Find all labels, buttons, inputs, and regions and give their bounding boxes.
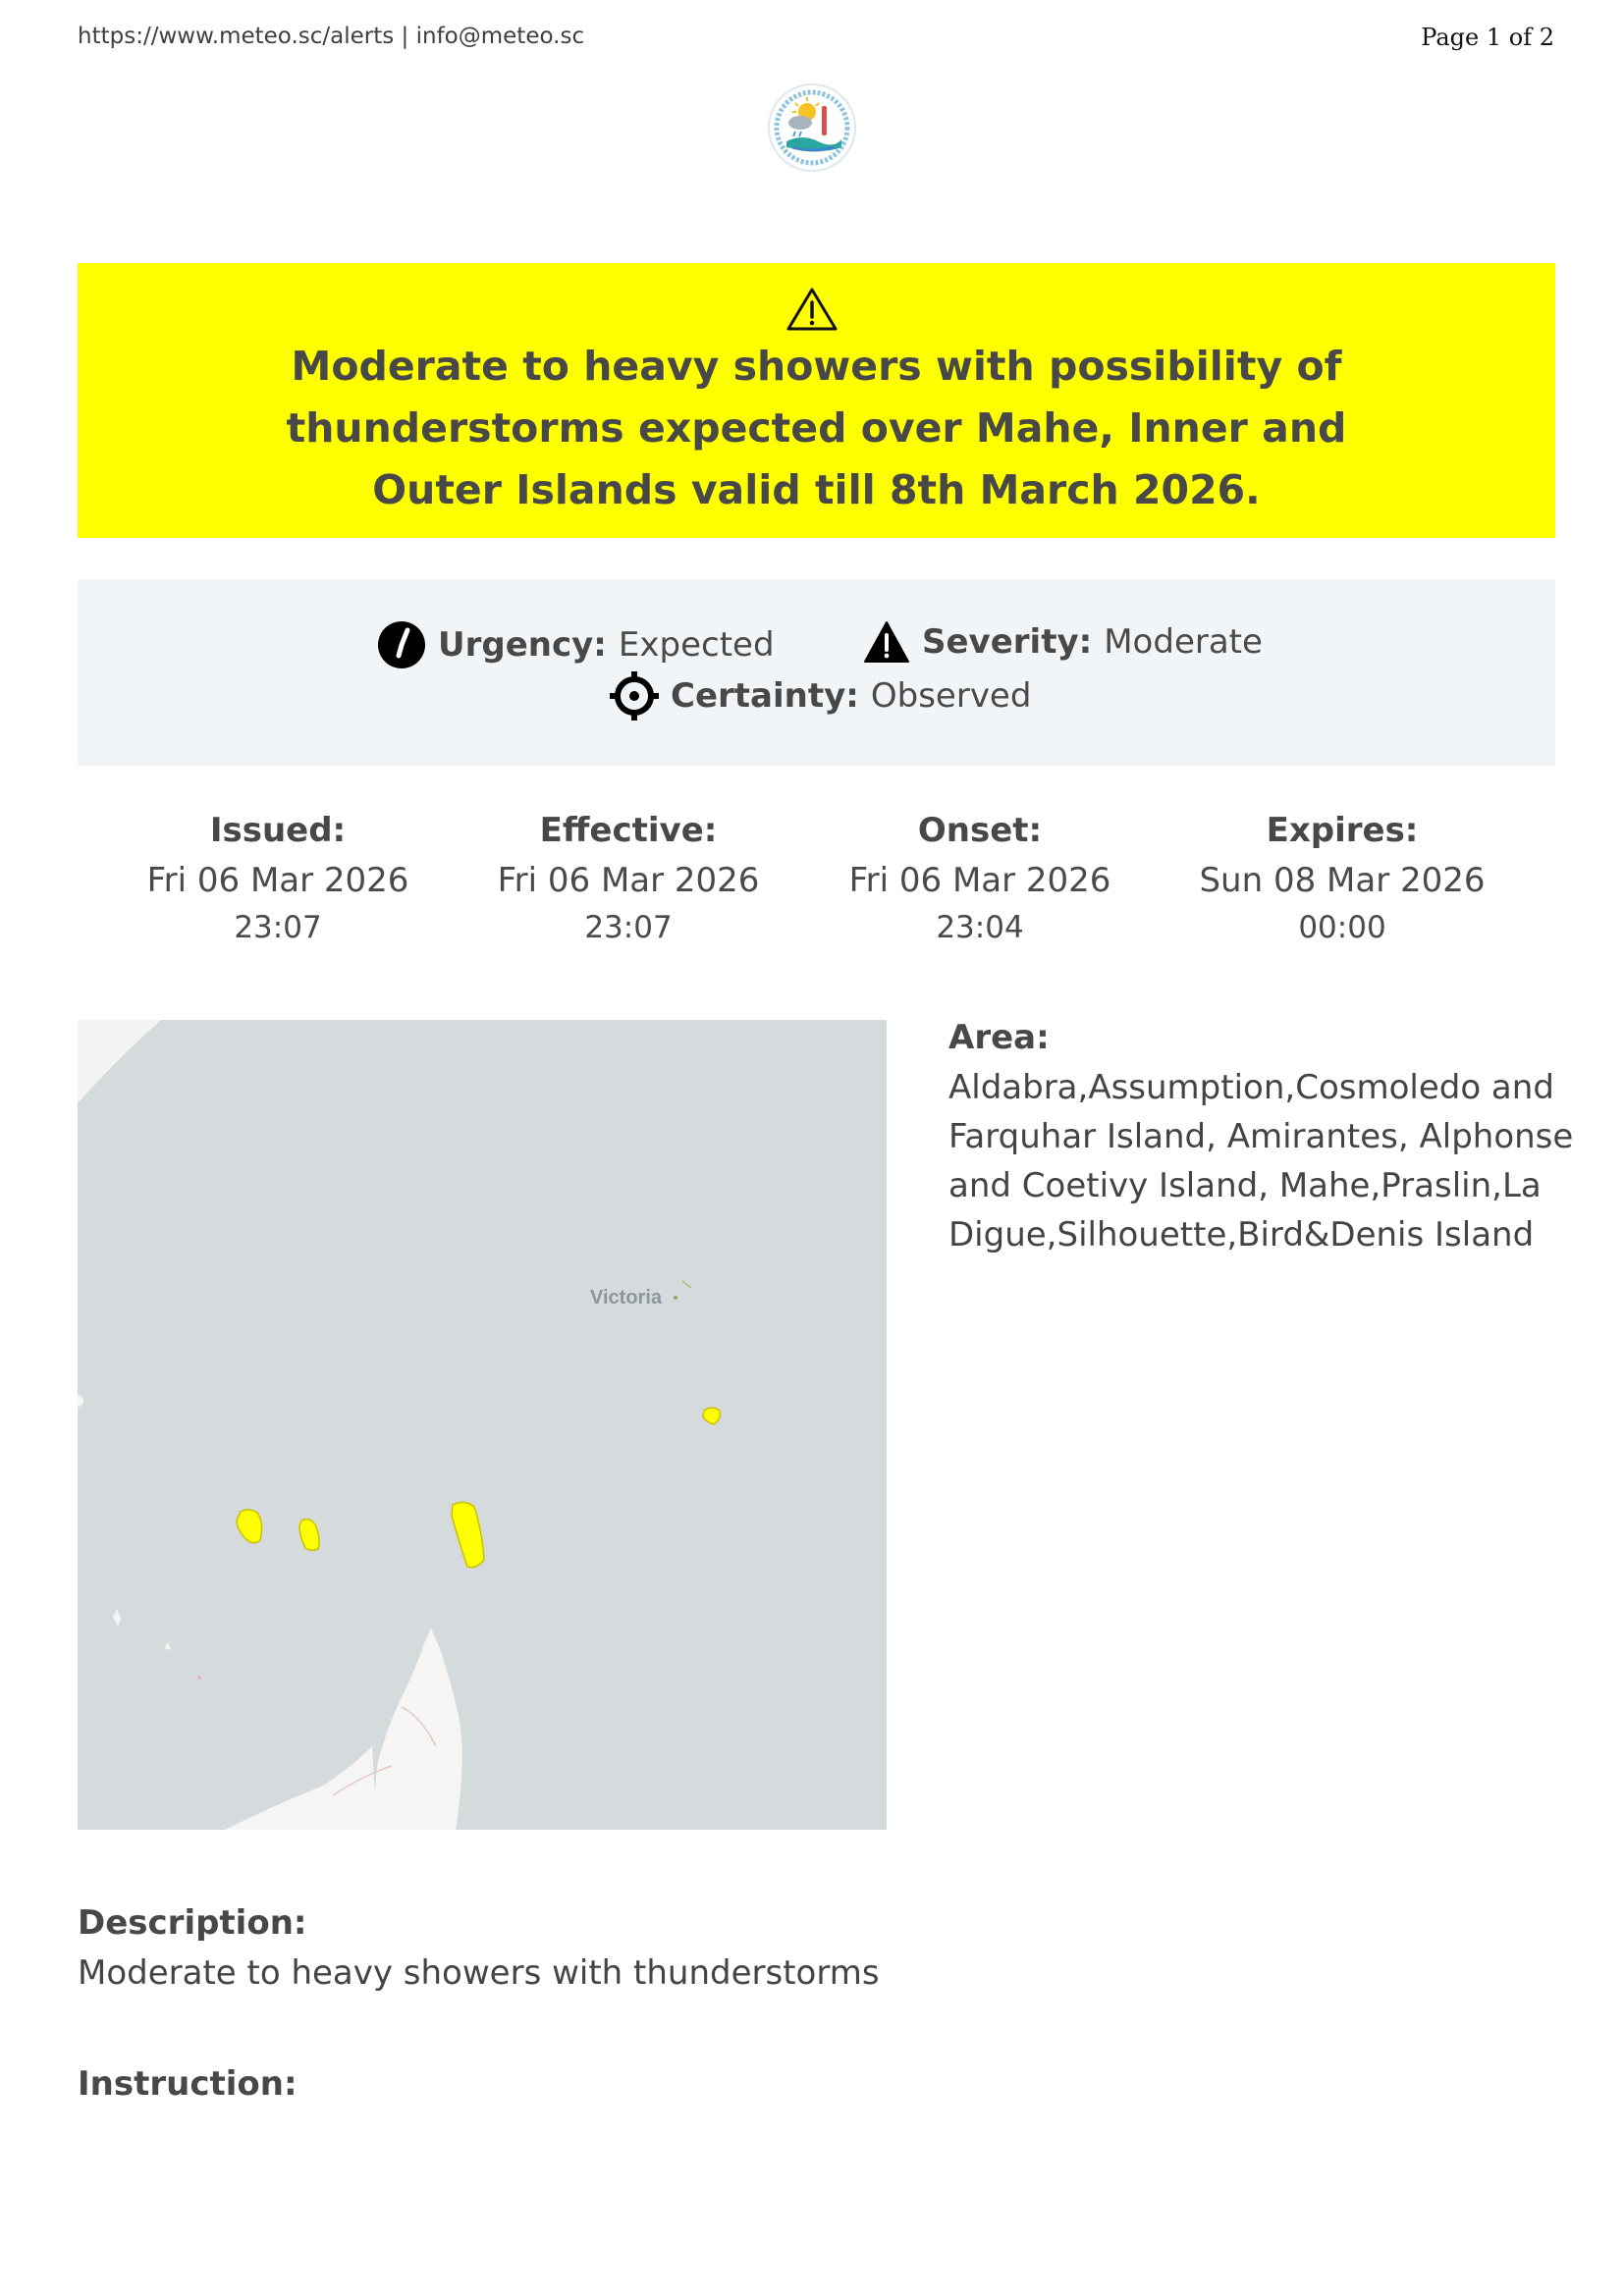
certainty-value: Observed	[870, 676, 1032, 716]
onset-column	[823, 809, 1137, 950]
issued-date: Fri 06 Mar 2026	[146, 861, 409, 900]
severity	[863, 620, 1263, 664]
area-text: Aldabra,Assumption,Cosmoledo and Farquhar Island, Amirantes, Alphonse and Coetivy Island, Mahe,Praslin,La Digue,Silhouette,Bird&Denis Island	[948, 1068, 1574, 1255]
onset-label: Onset:	[917, 811, 1043, 850]
severity-value: Moderate	[1104, 622, 1263, 662]
expires-time: 00:00	[1298, 910, 1386, 945]
alert-area-map[interactable]	[78, 1020, 887, 1830]
certainty-crosshair-icon	[610, 671, 659, 721]
alert-headline: Moderate to heavy showers with possibility of thunderstorms expected over Mahe, Inner and Outer Islands valid till 8th March 2026.	[286, 343, 1347, 513]
description-text: Moderate to heavy showers with thunderstorms	[78, 1953, 880, 1993]
certainty	[610, 671, 1031, 721]
urgency-label: Urgency:	[438, 625, 607, 665]
issued-label: Issued:	[209, 811, 347, 850]
meteorological-authority-logo	[763, 79, 861, 177]
onset-date: Fri 06 Mar 2026	[848, 861, 1111, 900]
expires-date: Sun 08 Mar 2026	[1199, 861, 1486, 900]
effective-date: Fri 06 Mar 2026	[497, 861, 760, 900]
map-label-victoria: Victoria	[590, 1287, 662, 1308]
urgency-clock-icon	[377, 620, 426, 669]
area-section	[948, 1014, 1577, 1259]
severity-warning-icon	[863, 620, 910, 664]
warning-triangle-icon	[786, 287, 838, 332]
effective-time: 23:07	[584, 910, 673, 945]
issued-time: 23:07	[234, 910, 322, 945]
area-label: Area:	[948, 1018, 1050, 1057]
description-section	[78, 1899, 1550, 1998]
alert-meta-panel	[78, 579, 1555, 766]
onset-time: 23:04	[936, 910, 1024, 945]
instruction-label: Instruction:	[78, 2064, 298, 2104]
expires-column	[1185, 809, 1499, 950]
certainty-label: Certainty:	[671, 676, 859, 716]
urgency	[377, 620, 775, 669]
effective-column	[471, 809, 785, 950]
urgency-value: Expected	[618, 625, 775, 665]
site-url-contact: https://www.meteo.sc/alerts | info@meteo.sc	[78, 24, 585, 49]
description-label: Description:	[78, 1903, 307, 1943]
issued-column	[121, 809, 435, 950]
severity-label: Severity:	[922, 622, 1093, 662]
expires-label: Expires:	[1266, 811, 1419, 850]
map-canvas	[78, 1020, 887, 1830]
page-number: Page 1 of 2	[1421, 24, 1554, 51]
alert-banner	[78, 263, 1555, 538]
effective-label: Effective:	[539, 811, 718, 850]
